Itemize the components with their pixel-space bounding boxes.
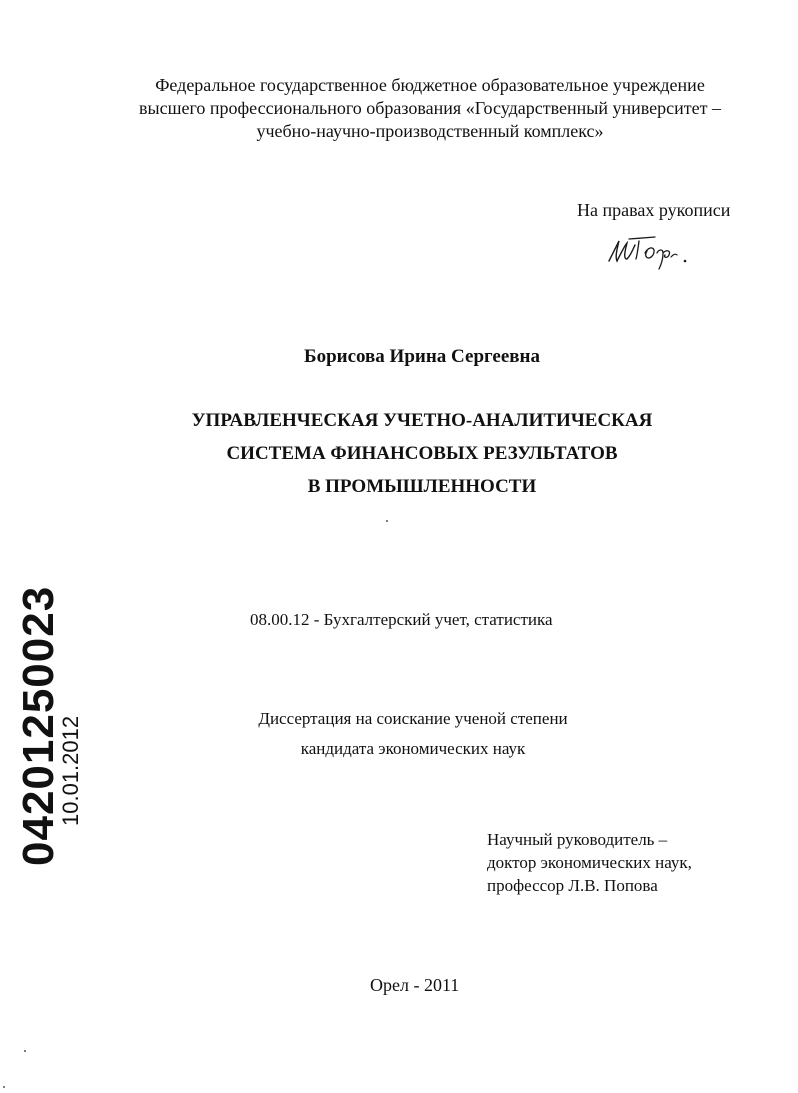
- city-and-year: Орел - 2011: [370, 975, 460, 995]
- supervisor-line-3: профессор Л.В. Попова: [487, 876, 658, 895]
- institution-line-1: Федеральное государственное бюджетное образовательное учреждение: [155, 75, 705, 95]
- degree-line-2: кандидата экономических наук: [300, 739, 526, 758]
- scan-speck: [3, 1086, 5, 1088]
- scientific-supervisor: [487, 828, 692, 897]
- title-line-1: УПРАВЛЕНЧЕСКАЯ УЧЕТНО-АНАЛИТИЧЕСКАЯ: [191, 410, 653, 431]
- supervisor-line-1: Научный руководитель –: [487, 830, 668, 849]
- scan-speck: [386, 520, 388, 522]
- degree-statement: [200, 704, 626, 764]
- scan-speck: [24, 1050, 26, 1052]
- degree-line-1: Диссертация на соискание ученой степени: [258, 709, 568, 728]
- title-line-2: СИСТЕМА ФИНАНСОВЫХ РЕЗУЛЬТАТОВ: [226, 443, 618, 464]
- library-stamp-code: 04201250023: [14, 585, 63, 866]
- library-stamp-date: 10.01.2012: [58, 715, 83, 826]
- title-line-3: В ПРОМЫШЛЕННОСТИ: [307, 476, 537, 497]
- author-name: Борисова Ирина Сергеевна: [304, 346, 540, 367]
- manuscript-rights-note: На правах рукописи: [577, 200, 731, 220]
- specialty-code: 08.00.12 - Бухгалтерский учет, статистика: [250, 610, 553, 629]
- dissertation-title: [0, 404, 798, 503]
- handwritten-signature: [605, 231, 695, 271]
- institution-line-3: учебно-научно-производственный комплекс»: [256, 121, 604, 141]
- institution-line-2: высшего профессионального образования «Государственный университет –: [139, 98, 721, 118]
- supervisor-line-2: доктор экономических наук,: [487, 853, 692, 872]
- institution-header: [60, 74, 798, 143]
